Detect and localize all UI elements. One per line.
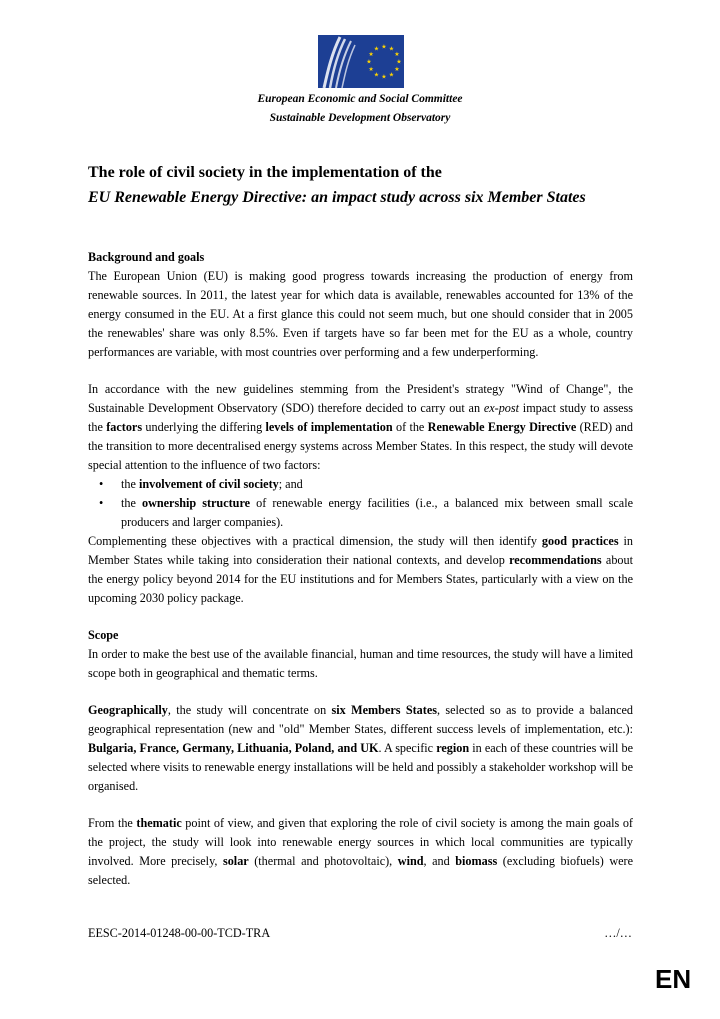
star-icon: ★ bbox=[366, 59, 372, 66]
paragraph-scope-2: Geographically, the study will concentrate on six Members States, selected so as to provide a balanced geographical representation (new and "old" Member States, different success levels of implementation, etc.): Bulgaria, France, Germany, Lithuania, Poland, and UK. A specific region in each of these countries will be selected where visits to renewable energy installations will be held and possibly a stakeholder workshop will be organised. bbox=[88, 703, 633, 793]
star-icon: ★ bbox=[368, 67, 374, 73]
star-icon: ★ bbox=[381, 74, 387, 81]
organisation-name: European Economic and Social Committee bbox=[257, 93, 463, 105]
paragraph-scope-3: From the thematic point of view, and given that exploring the role of civil society is among the main goals of the project, the study will look into renewable energy sources in which local communities are typically involved. More precisely, solar (thermal and photovoltaic), wind, and biomass (excluding biofuels) were selected. bbox=[88, 816, 634, 887]
star-icon: ★ bbox=[381, 44, 387, 51]
star-icon: ★ bbox=[388, 46, 395, 53]
paragraph-scope-1: In order to make the best use of the available financial, human and time resources, the study will have a limited scope both in geographical and thematic terms. bbox=[88, 647, 633, 680]
paragraph-background-2: In accordance with the new guidelines stemming from the President's strategy "Wind of Change", the Sustainable Development Observatory (SDO) therefore decided to carry out an ex-post impact study to assess the factors underlying the differing levels of implementation of the Renewable Energy Directive (RED) and the transition to more decentralised energy systems across Member States. In this respect, the study will devote special attention to the influence of two factors: bbox=[88, 382, 633, 472]
continuation-mark: …/… bbox=[604, 926, 632, 940]
eesc-logo bbox=[318, 35, 404, 88]
section-heading-scope: Scope bbox=[88, 628, 119, 642]
document-body bbox=[88, 248, 633, 890]
bullet-item: • the involvement of civil society; and bbox=[99, 477, 303, 491]
paragraph-background-1: The European Union (EU) is making good progress towards increasing the production of energy from renewable sources. In 2011, the latest year for which data is available, renewables accounted for 13% of the energy consumed in the EU. At a first glance this could not seem much, but one should consider that in 2005 the renewables' share was only 8.5%. Even if targets have so far been met for the EU as a whole, country performances are variable, with most countries over performing and a few underperforming. bbox=[88, 269, 633, 359]
observatory-name: Sustainable Development Observatory bbox=[269, 112, 451, 124]
star-icon: ★ bbox=[388, 72, 395, 79]
title-line-1: The role of civil society in the implementation of the bbox=[88, 164, 442, 181]
bullet-item: • the ownership structure of renewable energy facilities (i.e., a balanced mix between small scale producers and larger companies). bbox=[99, 496, 634, 529]
section-heading-background: Background and goals bbox=[88, 250, 205, 264]
star-icon: ★ bbox=[373, 72, 380, 79]
star-icon: ★ bbox=[373, 46, 380, 53]
star-icon: ★ bbox=[394, 67, 400, 73]
language-code: EN bbox=[655, 964, 692, 994]
star-icon: ★ bbox=[396, 59, 402, 66]
star-icon: ★ bbox=[368, 52, 374, 58]
paragraph-background-3: Complementing these objectives with a practical dimension, the study will then identify good practices in Member States while taking into consideration their national contexts, and develop recommendations about the energy policy beyond 2014 for the EU institutions and for Members States, particularly with a view on the upcoming 2030 policy package. bbox=[88, 534, 633, 605]
document-reference: EESC-2014-01248-00-00-TCD-TRA bbox=[88, 926, 271, 940]
title-line-2: EU Renewable Energy Directive: an impact study across six Member States bbox=[88, 189, 586, 206]
star-icon: ★ bbox=[394, 52, 400, 58]
